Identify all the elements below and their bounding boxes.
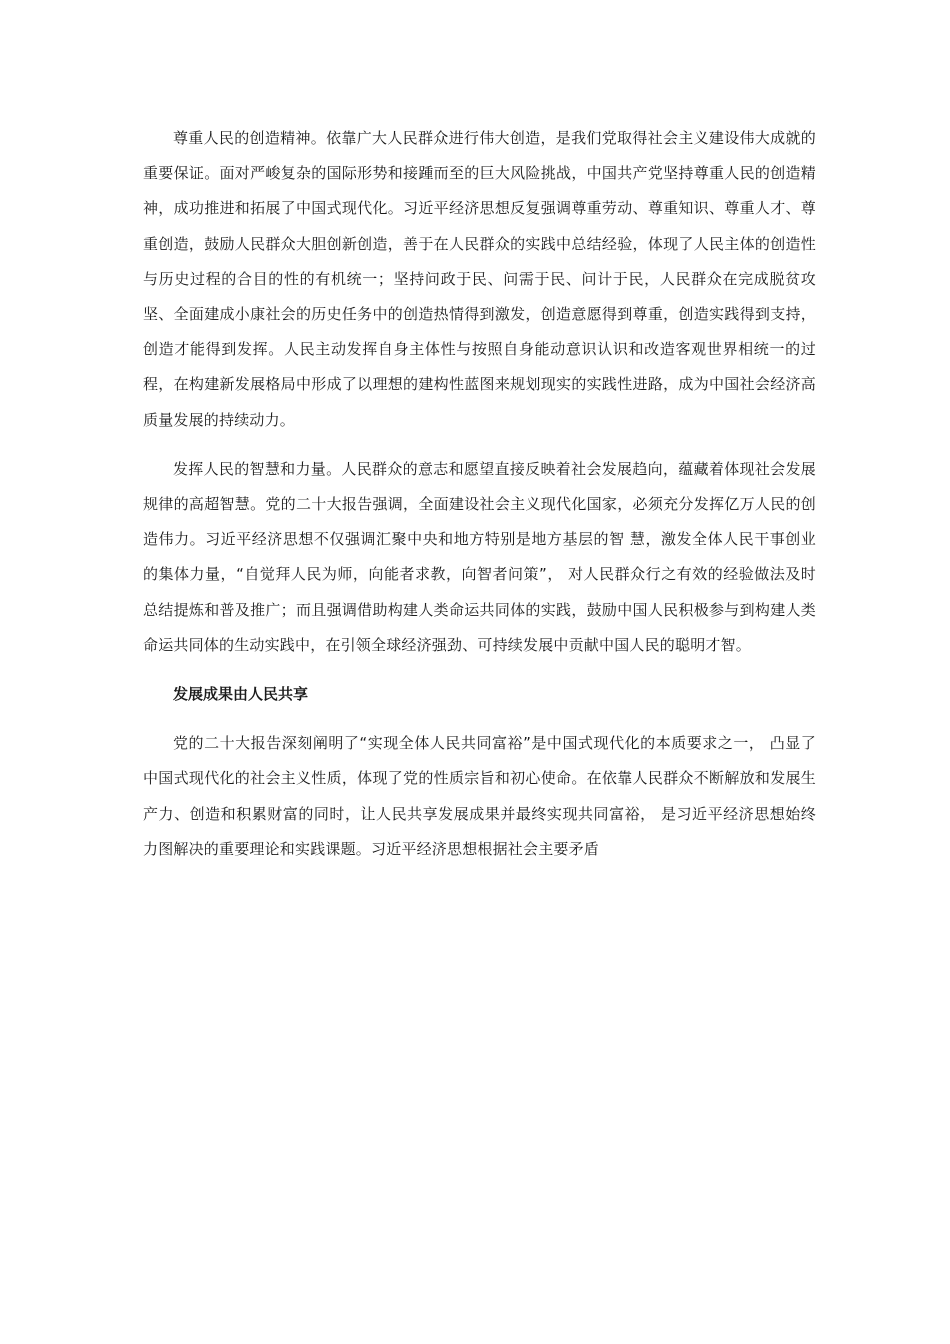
paragraph-wisdom-strength: 发挥人民的智慧和力量。人民群众的意志和愿望直接反映着社会发展趋向，蕴藏着体现社会发展规律的高超智慧。党的二十大报告强调，全面建设社会主义现代化国家，必须充分发挥亿万人民的创造伟力。习近平经济思想不仅强调汇聚中央和地方特别是地方基层的智 慧，激发全体人民干事创业的集体力量，“自觉拜人民为师，向能者求教，向智者问策”， 对人民群众行之有效的经验做法及时总结提炼和普及推广；而且强调借助构建人类命运共同体的实践，鼓励中国人民积极参与到构建人类命运共同体的生动实践中，在引领全球经济强劲、可持续发展中贡献中国人民的聪明才智。: [143, 459, 816, 654]
document-body: [143, 121, 816, 867]
paragraph-shared-results: 党的二十大报告深刻阐明了“实现全体人民共同富裕”是中国式现代化的本质要求之一， 凸显了中国式现代化的社会主义性质，体现了党的性质宗旨和初心使命。在依靠人民群众不断解放和发展生产力、创造和积累财富的同时，让人民共享发展成果并最终实现共同富裕， 是习近平经济思想始终力图解决的重要理论和实践课题。习近平经济思想根据社会主要矛盾: [143, 734, 816, 858]
section-heading: 发展成果由人民共享: [173, 685, 309, 704]
paragraph-creative-spirit: 尊重人民的创造精神。依靠广大人民群众进行伟大创造，是我们党取得社会主义建设伟大成就的重要保证。面对严峻复杂的国际形势和接踵而至的巨大风险挑战，中国共产党坚持尊重人民的创造精神，成功推进和拓展了中国式现代化。习近平经济思想反复强调尊重劳动、尊重知识、尊重人才、尊重创造，鼓励人民群众大胆创新创造，善于在人民群众的实践中总结经验，体现了人民主体的创造性与历史过程的合目的性的有机统一；坚持问政于民、问需于民、问计于民，人民群众在完成脱贫攻坚、全面建成小康社会的历史任务中的创造热情得到激发，创造意愿得到尊重，创造实践得到支持，创造才能得到发挥。人民主动发挥自身主体性与按照自身能动意识认识和改造客观世界相统一的过程，在构建新发展格局中形成了以理想的建构性蓝图来规划现实的实践性进路，成为中国社会经济高质量发展的持续动力。: [143, 129, 816, 429]
